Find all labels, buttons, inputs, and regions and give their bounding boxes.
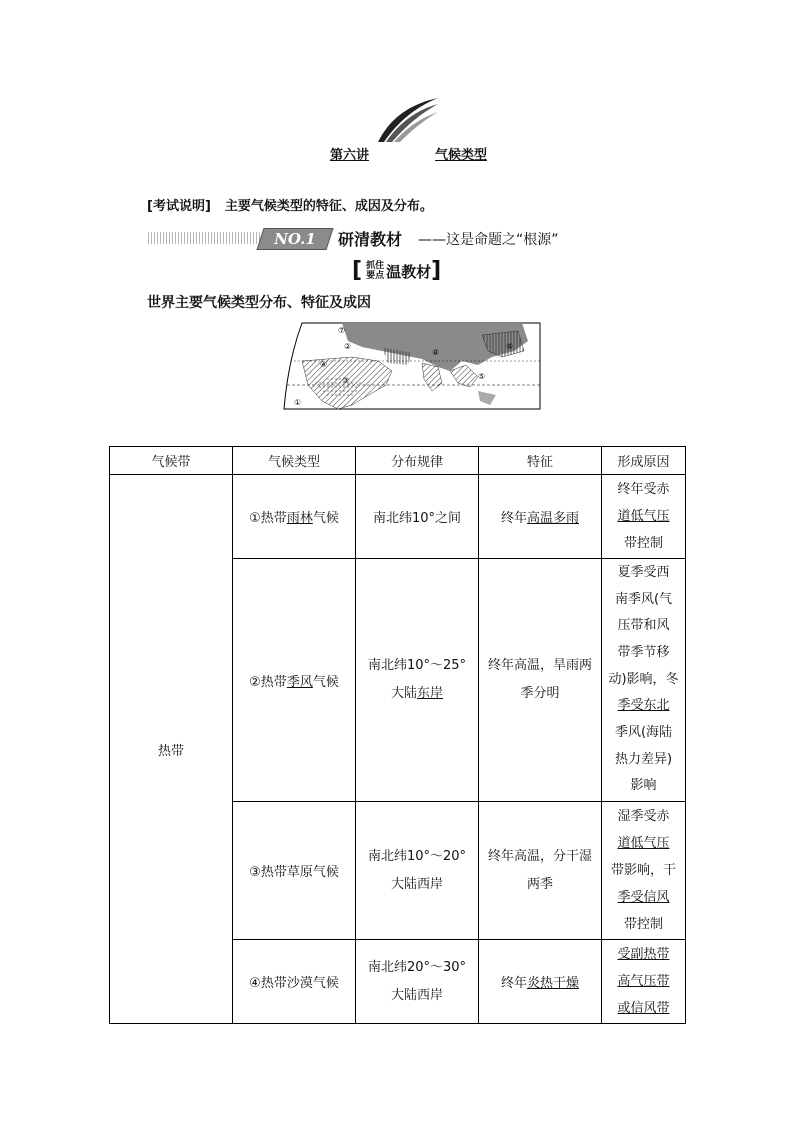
map-label: ② (344, 342, 352, 351)
table-header-row (110, 447, 686, 475)
climate-type-cell: ④热带沙漠气候 (233, 940, 356, 1024)
cause-cell: 受副热带 高气压带 或信风带 (602, 940, 686, 1024)
table-header: 形成原因 (602, 447, 686, 475)
subheading: 世界主要气候类型分布、特征及成因 (147, 295, 371, 311)
cause-cell: 终年受赤 道低气压 带控制 (602, 475, 686, 559)
section-band-stripes (148, 232, 266, 244)
map-label: ③ (342, 376, 350, 385)
section-badge: NO.1 (256, 228, 333, 250)
distribution-cell: 南北纬10°之间 (356, 475, 479, 559)
table-header: 特征 (479, 447, 602, 475)
feature-cell: 终年高温，分干湿 两季 (479, 802, 602, 940)
table-header: 气候带 (110, 447, 233, 475)
feature-cell: 终年炎热干燥 (479, 940, 602, 1024)
map-label: ④ (320, 360, 328, 369)
feature-cell: 终年高温，旱雨两 季分明 (479, 559, 602, 802)
climate-table (109, 446, 686, 1024)
review-small-text (366, 261, 384, 281)
exam-note (147, 195, 433, 214)
distribution-cell: 南北纬10°～25° 大陆东岸 (356, 559, 479, 802)
section-subtitle: ——这是命题之“根源” (418, 232, 559, 248)
map-label: ⑦ (338, 326, 346, 335)
lecture-number: 第六讲 (330, 148, 370, 163)
cause-cell: 夏季受西 南季风(气 压带和风 带季节移 动)影响，冬 季受东北 季风(海陆 热力差异) 影响 (602, 559, 686, 802)
lecture-title: 气候类型 (435, 148, 488, 163)
map-label: ⑧ (432, 348, 440, 357)
map-label: ⑤ (478, 372, 486, 381)
table-row (110, 475, 686, 559)
section-title: 研清教材 (338, 230, 403, 249)
bracket-open: [ (352, 258, 363, 283)
section-band (148, 227, 638, 249)
feature-cell: 终年高温多雨 (479, 475, 602, 559)
lecture-heading (330, 144, 487, 163)
exam-note-text: 主要气候类型的特征、成因及分布。 (224, 199, 433, 214)
distribution-cell: 南北纬10°～20° 大陆西岸 (356, 802, 479, 940)
distribution-cell: 南北纬20°～30° 大陆西岸 (356, 940, 479, 1024)
map-label: ⑨ (506, 342, 514, 351)
map-label: ① (294, 398, 302, 407)
review-small-bottom: 要点 (366, 271, 385, 281)
cause-cell: 湿季受赤 道低气压 带影响，干 季受信风 带控制 (602, 802, 686, 940)
review-big-text: 温教材 (386, 262, 432, 281)
bracket-close: ] (431, 258, 442, 283)
climate-type-cell: ③热带草原气候 (233, 802, 356, 940)
exam-note-label: [考试说明] (147, 199, 211, 214)
review-box-label (352, 260, 441, 282)
table-header: 气候类型 (233, 447, 356, 475)
climate-distribution-map (282, 321, 542, 411)
review-small-top: 抓住 (366, 261, 385, 271)
table-header: 分布规律 (356, 447, 479, 475)
climate-type-cell: ①热带雨林气候 (233, 475, 356, 559)
climate-type-cell: ②热带季风气候 (233, 559, 356, 802)
climate-zone-cell: 热带 (110, 475, 233, 1024)
swoosh-ornament-icon (376, 96, 440, 144)
